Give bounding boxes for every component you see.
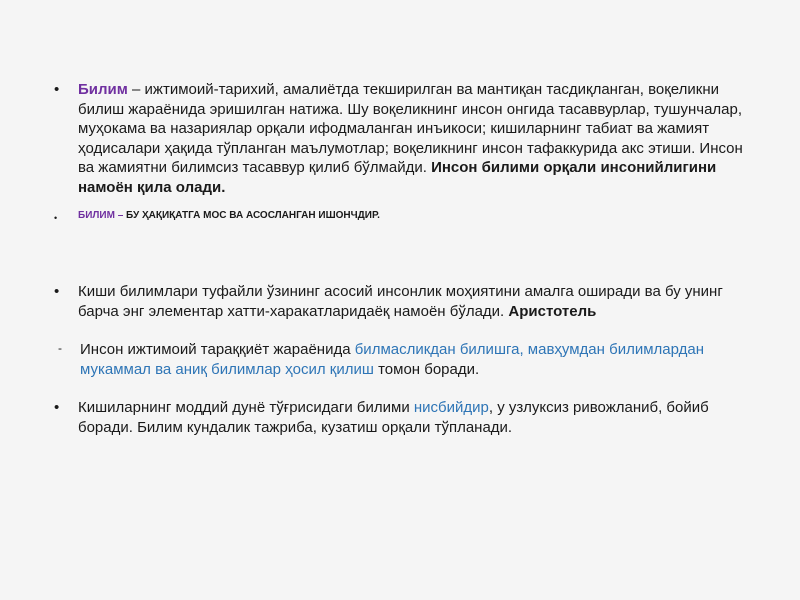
paragraph-social-progress bbox=[80, 340, 760, 379]
definition-bold-conclusion: Инсон билими орқали инсонийлигини намоён қила олади. bbox=[78, 159, 717, 196]
progress-text-end: томон боради. bbox=[373, 360, 480, 378]
quote-author: Аристотель bbox=[508, 302, 597, 320]
quote-text: Киши билимлари туфайли ўзининг асосий инсонлик моҳиятини амалга оширади ва бу унинг барча энг элементар хатти-харакатларидаёқ намоён бўлади. bbox=[78, 283, 723, 320]
relative-text-end: , у узлуксиз ривожланиб, бойиб боради. Билим кундалик тажриба, кузатиш орқали тўпланади. bbox=[78, 399, 709, 436]
paragraph-aristotle-quote bbox=[78, 282, 758, 321]
progress-text-start: Инсон ижтимоий тараққиёт жараёнида bbox=[80, 341, 355, 358]
definition-text: – ижтимоий-тарихий, амалиётда текширилган ва мантиқан тасдиқланган, воқеликни билиш жараёнида эришилган натижа. Шу воқеликнинг инсон онгида тасаввурлар, тушунчалар, муҳокама ва назариялар орқали ифодмаланган инъикоси; кишиларнинг табиат ва жамият ҳодисалари ҳақида тўпланган маълумотлар; воқеликнинг инсон тафаккурида акс этиши. Инсон ва жамиятни билимсиз тасаввур қилиб бўлмайди. bbox=[78, 81, 743, 176]
bullet-1: • bbox=[54, 81, 60, 98]
paragraph-knowledge-definition bbox=[78, 80, 758, 197]
progress-highlight: билмасликдан билишга, мавҳумдан билимлардан мукаммал ва аниқ билимлар ҳосил қилиш bbox=[80, 341, 704, 378]
bullet-5: • bbox=[54, 399, 60, 416]
relative-highlight: нисбийдир bbox=[413, 399, 489, 416]
paragraph-knowledge-truth bbox=[78, 209, 758, 223]
relative-text-start: Кишиларнинг моддий дунё тўғрисидаги билими bbox=[78, 399, 414, 416]
dash: – bbox=[114, 210, 127, 221]
bullet-2: • bbox=[54, 213, 58, 223]
term-knowledge-caps: БИЛИМ bbox=[78, 210, 115, 221]
truth-text: БУ ҲАҚИҚАТГА МОС ВА АСОСЛАНГАН ИШОНЧДИР. bbox=[126, 210, 380, 221]
bullet-4: - bbox=[58, 341, 62, 355]
paragraph-relative-knowledge bbox=[78, 398, 758, 437]
bullet-3: • bbox=[54, 283, 60, 300]
term-knowledge: Билим bbox=[78, 81, 128, 98]
